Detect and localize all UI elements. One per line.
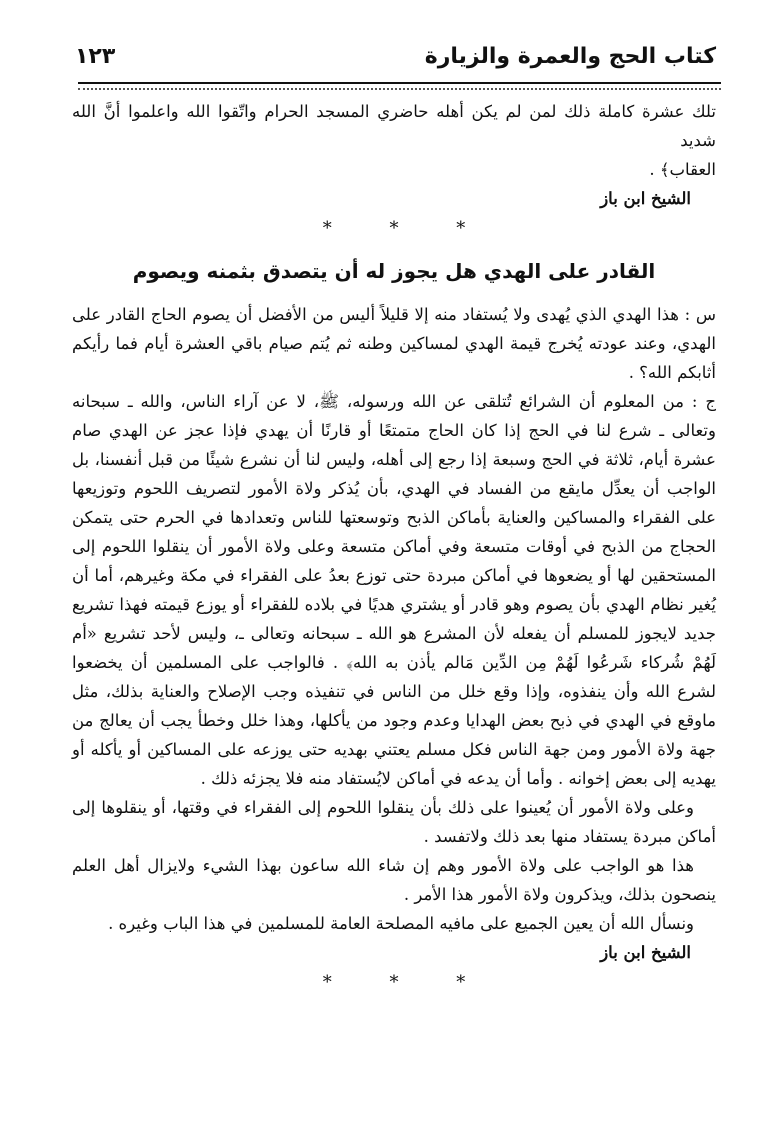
answer-signature: الشيخ ابن باز xyxy=(600,943,691,962)
intro-signature: الشيخ ابن باز xyxy=(600,189,691,208)
question-paragraph: س : هذا الهدي الذي يُهدى ولا يُستفاد منه إلا قليلاً أليس من الأفضل أن يصوم الحاج القادر على الهدي، وعند عودته يُخرج قيمة الهدي لمساكين وطنه ثم يُتم صيام باقي العشرة أيام فما رأيكم أثابكم الله؟ . xyxy=(72,305,716,382)
page-header xyxy=(75,42,716,80)
book-title: كتاب الحج والعمرة والزيارة xyxy=(424,44,716,69)
answer-paragraph-2: وعلى ولاة الأمور أن يُعينوا على ذلك بأن ينقلوا اللحوم إلى الفقراء في وقتها، أو ينقلوها إلى أماكن مبردة يستفاد منها بعد ذلك ولاتفسد . xyxy=(72,798,716,846)
answer-paragraph-4: ونسأل الله أن يعين الجميع على مافيه المصلحة العامة للمسلمين في هذا الباب وغيره . xyxy=(108,914,694,933)
closing-stars: * * * xyxy=(322,972,492,993)
header-dotted-rule xyxy=(78,88,721,90)
separator-stars: * * * xyxy=(322,218,492,239)
page-content xyxy=(72,97,716,998)
answer-paragraph-1: ج : من المعلوم أن الشرائع تُتلقى عن الله ورسوله، ﷺ، لا عن آراء الناس، والله ـ سبحانه وتعالى ـ شرع لنا في الحج إذا كان الحاج متمتعًا أو قارنًا أن يهدي فإذا عجز عن الهدي صام عشرة أيام، ثلاثة في الحج وسبعة إذا رجع إلى أهله، وليس لنا أن نشرع شيئًا من قبل أنفسنا، بل الواجب أن يعدِّل مايقع من الفساد في الهدي، بأن يُذكر ولاة الأمور لتصريف اللحوم وتوزيعها على الفقراء والمساكين والعناية بأماكن الذبح وتوسعتها للناس وتعدادها في الحرم حتى يتمكن الحجاج من الذبح في أوقات متسعة وفي أماكن متسعة وعلى ولاة الأمور أن ينقلوا اللحوم إلى المستحقين لها أو يضعوها في أماكن مبردة حتى توزع بعدُ على الفقراء في مكة وغيرهم، أما أن يُغير نظام الهدي بأن يصوم وهو قادر أو يشتري هديًا في بلاده للفقراء أو يوزع قيمته فهذا تشريع جديد لايجوز للمسلم أن يفعله لأن المشرع هو الله ـ سبحانه وتعالى ـ، وليس لأحد تشريع «أم لَهُمْ شُركاء شَرعُوا لَهُمْ مِن الدِّين مَالم يأذن به الله﴾ . فالواجب على المسلمين أن يخضعوا لشرع الله وأن ينفذوه، وإذا وقع خلل من الناس في تنفيذه وجب الإصلاح والعناية بذلك، مثل ماوقع في الهدي في ذبح بعض الهدايا وعدم وجود من يأكلها، وهذا خلل وخطأ يجب أن يعالج من جهة ولاة الأمور ومن جهة الناس فكل مسلم يعتني بهديه حتى يوزعه على المساكين أو يأكله أو يهديه إلى بعض إخوانه . وأما أن يدعه في أماكن لايُستفاد منه فلا يجزئه ذلك . xyxy=(72,392,716,788)
intro-line-2: العقاب﴾ . xyxy=(649,160,716,179)
page-number: ١٢٣ xyxy=(75,44,116,69)
intro-line-1: تلك عشرة كاملة ذلك لمن لم يكن أهله حاضري المسجد الحرام واتّقوا الله واعلموا أنَّ الله شديد xyxy=(72,102,716,150)
header-rule xyxy=(78,82,721,84)
section-title: القادر على الهدي هل يجوز له أن يتصدق بثمنه ويصوم xyxy=(132,259,656,283)
answer-paragraph-3: هذا هو الواجب على ولاة الأمور وهم إن شاء الله ساعون بهذا الشيء ولايزال أهل العلم ينصحون بذلك، ويذكرون ولاة الأمور هذا الأمر . xyxy=(72,856,716,904)
